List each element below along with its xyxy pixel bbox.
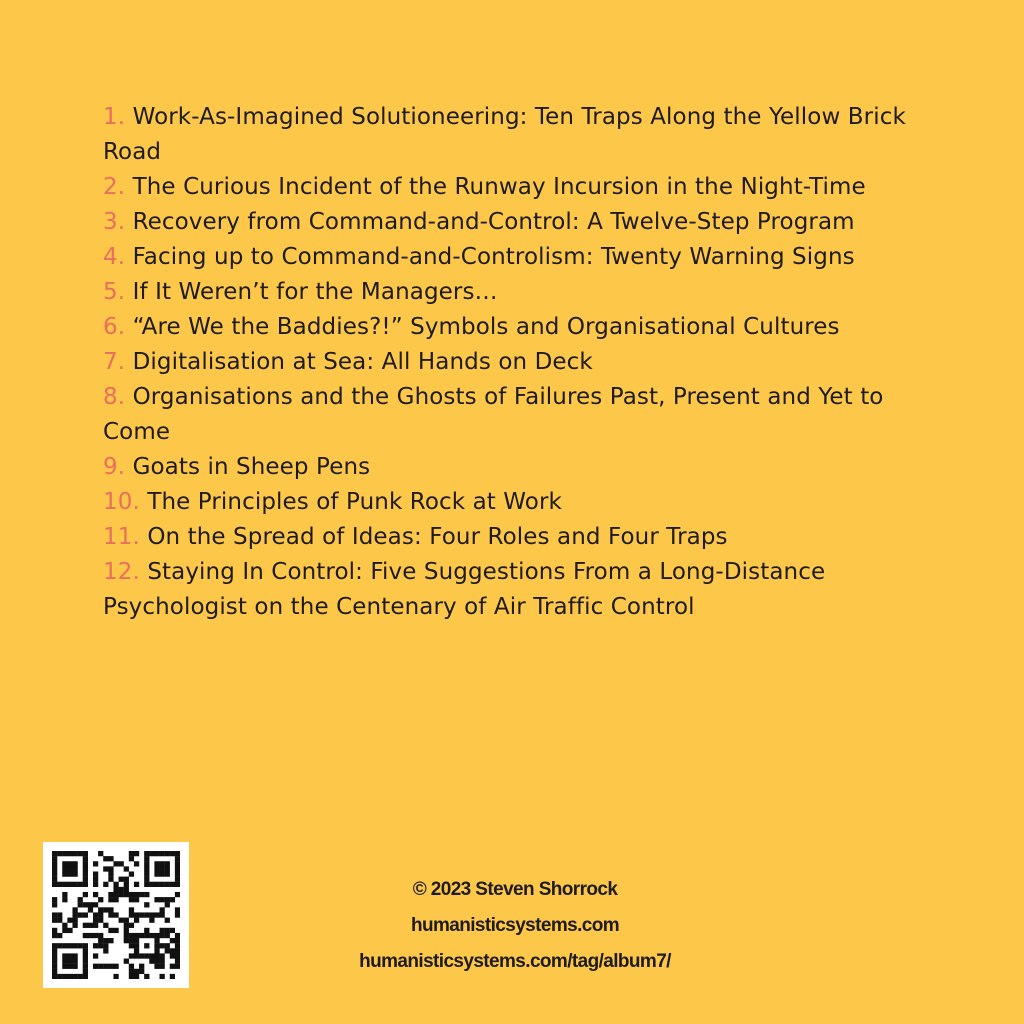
track-number: 11. <box>103 524 140 550</box>
track-item <box>103 170 913 205</box>
qr-code[interactable] <box>43 842 189 988</box>
album-link[interactable]: humanisticsystems.com/tag/album7/ <box>359 951 671 972</box>
track-list <box>103 100 913 625</box>
track-number: 2. <box>103 174 126 200</box>
track-number: 5. <box>103 279 126 305</box>
track-item <box>103 485 913 520</box>
track-title: Work-As-Imagined Solutioneering: Ten Traps Along the Yellow Brick Road <box>103 104 906 165</box>
track-item <box>103 345 913 380</box>
track-item <box>103 380 913 450</box>
website-link[interactable]: humanisticsystems.com <box>410 915 620 936</box>
track-item <box>103 310 913 345</box>
track-number: 12. <box>103 559 140 585</box>
track-title: If It Weren’t for the Managers… <box>132 279 498 305</box>
track-title: Digitalisation at Sea: All Hands on Deck <box>132 349 593 375</box>
track-item <box>103 555 913 625</box>
track-number: 6. <box>103 314 126 340</box>
track-number: 4. <box>103 244 126 270</box>
track-number: 10. <box>103 489 140 515</box>
track-item <box>103 240 913 275</box>
track-title: The Curious Incident of the Runway Incursion in the Night-Time <box>132 174 866 200</box>
track-number: 9. <box>103 454 126 480</box>
track-title: Organisations and the Ghosts of Failures Past, Present and Yet to Come <box>103 384 884 445</box>
track-title: Staying In Control: Five Suggestions From a Long-Distance Psychologist on the Centenary of Air Traffic Control <box>103 559 826 620</box>
credits <box>300 872 730 980</box>
qr-code-icon <box>52 851 180 979</box>
track-item <box>103 205 913 240</box>
track-item <box>103 450 913 485</box>
track-number: 7. <box>103 349 126 375</box>
track-title: Facing up to Command-and-Controlism: Twenty Warning Signs <box>132 244 855 270</box>
track-item <box>103 520 913 555</box>
track-number: 8. <box>103 384 126 410</box>
track-title: Recovery from Command-and-Control: A Twelve-Step Program <box>132 209 855 235</box>
track-title: On the Spread of Ideas: Four Roles and Four Traps <box>147 524 728 550</box>
track-title: The Principles of Punk Rock at Work <box>147 489 562 515</box>
track-item <box>103 100 913 170</box>
track-item <box>103 275 913 310</box>
track-title: “Are We the Baddies?!” Symbols and Organisational Cultures <box>132 314 840 340</box>
track-title: Goats in Sheep Pens <box>132 454 371 480</box>
track-number: 3. <box>103 209 126 235</box>
track-number: 1. <box>103 104 126 130</box>
copyright-text: © 2023 Steven Shorrock <box>412 879 618 900</box>
